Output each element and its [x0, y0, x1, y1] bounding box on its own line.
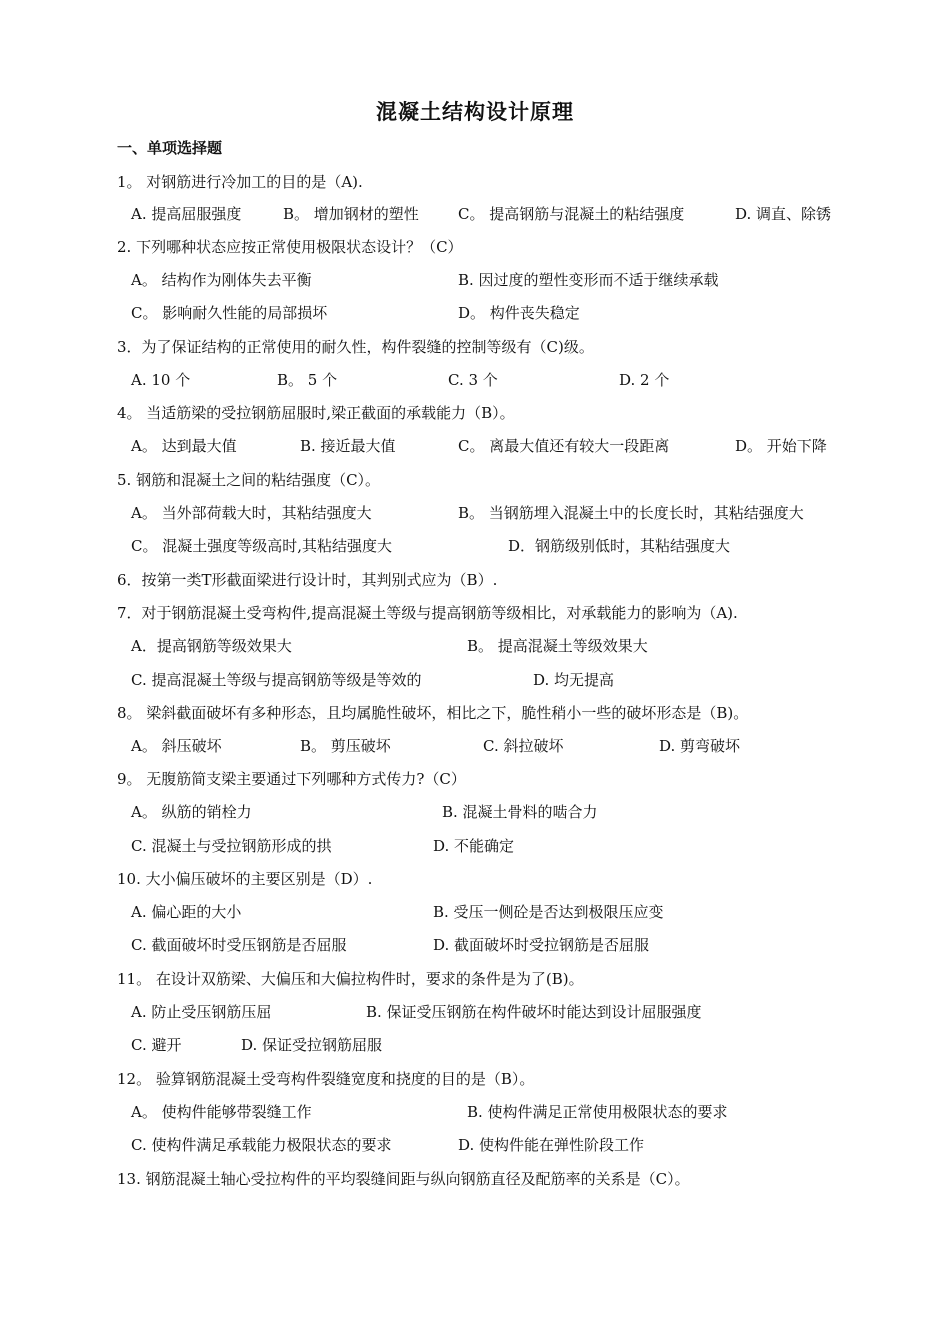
question-stem: 4。 当适筋梁的受拉钢筋屈服时,梁正截面的承载能力（B）。 — [117, 404, 515, 422]
option-a: A。 结构作为刚体失去平衡 — [131, 271, 312, 289]
option-a: A. 偏心距的大小 — [131, 903, 242, 921]
question-stem: 8。 梁斜截面破坏有多种形态，且均属脆性破坏，相比之下，脆性稍小一些的破坏形态是（B)。 — [117, 704, 749, 722]
option-b: B。 5 个 — [277, 371, 338, 389]
option-c: C. 3 个 — [448, 371, 498, 389]
question-stem: 5. 钢筋和混凝土之间的粘结强度（C）。 — [117, 471, 381, 489]
option-d: D．钢筋级别低时，其粘结强度大 — [508, 537, 731, 555]
option-c: C. 提高混凝土等级与提高钢筋等级是等效的 — [131, 671, 422, 689]
option-d: D. 剪弯破坏 — [659, 737, 741, 755]
option-b: B。 提高混凝土等级效果大 — [467, 637, 648, 655]
question-stem: 10. 大小偏压破坏的主要区别是（D）. — [117, 870, 373, 888]
option-b: B. 因过度的塑性变形而不适于继续承载 — [458, 271, 719, 289]
option-a: A。 使构件能够带裂缝工作 — [131, 1103, 312, 1121]
question-stem: 13. 钢筋混凝土轴心受拉构件的平均裂缝间距与纵向钢筋直径及配筋率的关系是（C）。 — [117, 1170, 690, 1188]
option-a: A. 提高屈服强度 — [131, 205, 242, 223]
option-d: D. 调直、除锈 — [735, 205, 832, 223]
page-title: 混凝土结构设计原理 — [376, 100, 574, 124]
section-heading: 一、单项选择题 — [117, 139, 223, 157]
option-d: D. 2 个 — [619, 371, 670, 389]
option-c: C。 影响耐久性能的局部损坏 — [131, 304, 328, 322]
option-b: B。 增加钢材的塑性 — [283, 205, 419, 223]
option-a: A。 纵筋的销栓力 — [131, 803, 252, 821]
option-b: B。 当钢筋埋入混凝土中的长度长时，其粘结强度大 — [458, 504, 804, 522]
option-a: A．提高钢筋等级效果大 — [131, 637, 292, 655]
option-d: D. 保证受拉钢筋屈服 — [241, 1036, 383, 1054]
option-c: C. 使构件满足承载能力极限状态的要求 — [131, 1136, 392, 1154]
option-b: B. 保证受压钢筋在构件破坏时能达到设计屈服强度 — [366, 1003, 702, 1021]
option-c: C. 截面破坏时受压钢筋是否屈服 — [131, 936, 347, 954]
option-b: B。 剪压破坏 — [300, 737, 391, 755]
question-stem: 6．按第一类T形截面梁进行设计时，其判别式应为（B）. — [117, 571, 498, 589]
option-a: A. 防止受压钢筋压屈 — [131, 1003, 272, 1021]
option-c: C。 混凝土强度等级高时,其粘结强度大 — [131, 537, 393, 555]
option-d: D. 截面破坏时受拉钢筋是否屈服 — [433, 936, 650, 954]
option-c: C. 避开 — [131, 1036, 182, 1054]
option-d: D. 不能确定 — [433, 837, 515, 855]
question-stem: 7．对于钢筋混凝土受弯构件,提高混凝土等级与提高钢筋等级相比，对承载能力的影响为（A). — [117, 604, 738, 622]
option-b: B. 接近最大值 — [300, 437, 396, 455]
question-stem: 9。 无腹筋简支梁主要通过下列哪种方式传力?（C） — [117, 770, 466, 788]
option-a: A。 达到最大值 — [131, 437, 237, 455]
option-d: D. 均无提高 — [533, 671, 615, 689]
option-c: C。 离最大值还有较大一段距离 — [458, 437, 670, 455]
question-stem: 11。 在设计双筋梁、大偏压和大偏拉构件时，要求的条件是为了(B)。 — [117, 970, 584, 988]
question-stem: 1。 对钢筋进行冷加工的目的是（A). — [117, 173, 363, 191]
option-d: D。 构件丧失稳定 — [458, 304, 580, 322]
option-b: B. 受压一侧砼是否达到极限压应变 — [433, 903, 664, 921]
question-stem: 2. 下列哪种状态应按正常使用极限状态设计？（C） — [117, 238, 463, 256]
question-stem: 3．为了保证结构的正常使用的耐久性，构件裂缝的控制等级有（C)级。 — [117, 338, 594, 356]
option-a: A。 当外部荷载大时，其粘结强度大 — [131, 504, 372, 522]
option-b: B. 使构件满足正常使用极限状态的要求 — [467, 1103, 728, 1121]
option-b: B. 混凝土骨料的啮合力 — [442, 803, 598, 821]
option-d: D. 使构件能在弹性阶段工作 — [458, 1136, 645, 1154]
option-c: C. 混凝土与受拉钢筋形成的拱 — [131, 837, 332, 855]
option-a: A. 10 个 — [131, 371, 191, 389]
option-d: D。 开始下降 — [735, 437, 827, 455]
option-a: A。 斜压破坏 — [131, 737, 222, 755]
option-c: C。 提高钢筋与混凝土的粘结强度 — [458, 205, 685, 223]
question-stem: 12。 验算钢筋混凝土受弯构件裂缝宽度和挠度的目的是（B）。 — [117, 1070, 535, 1088]
option-c: C. 斜拉破坏 — [483, 737, 564, 755]
